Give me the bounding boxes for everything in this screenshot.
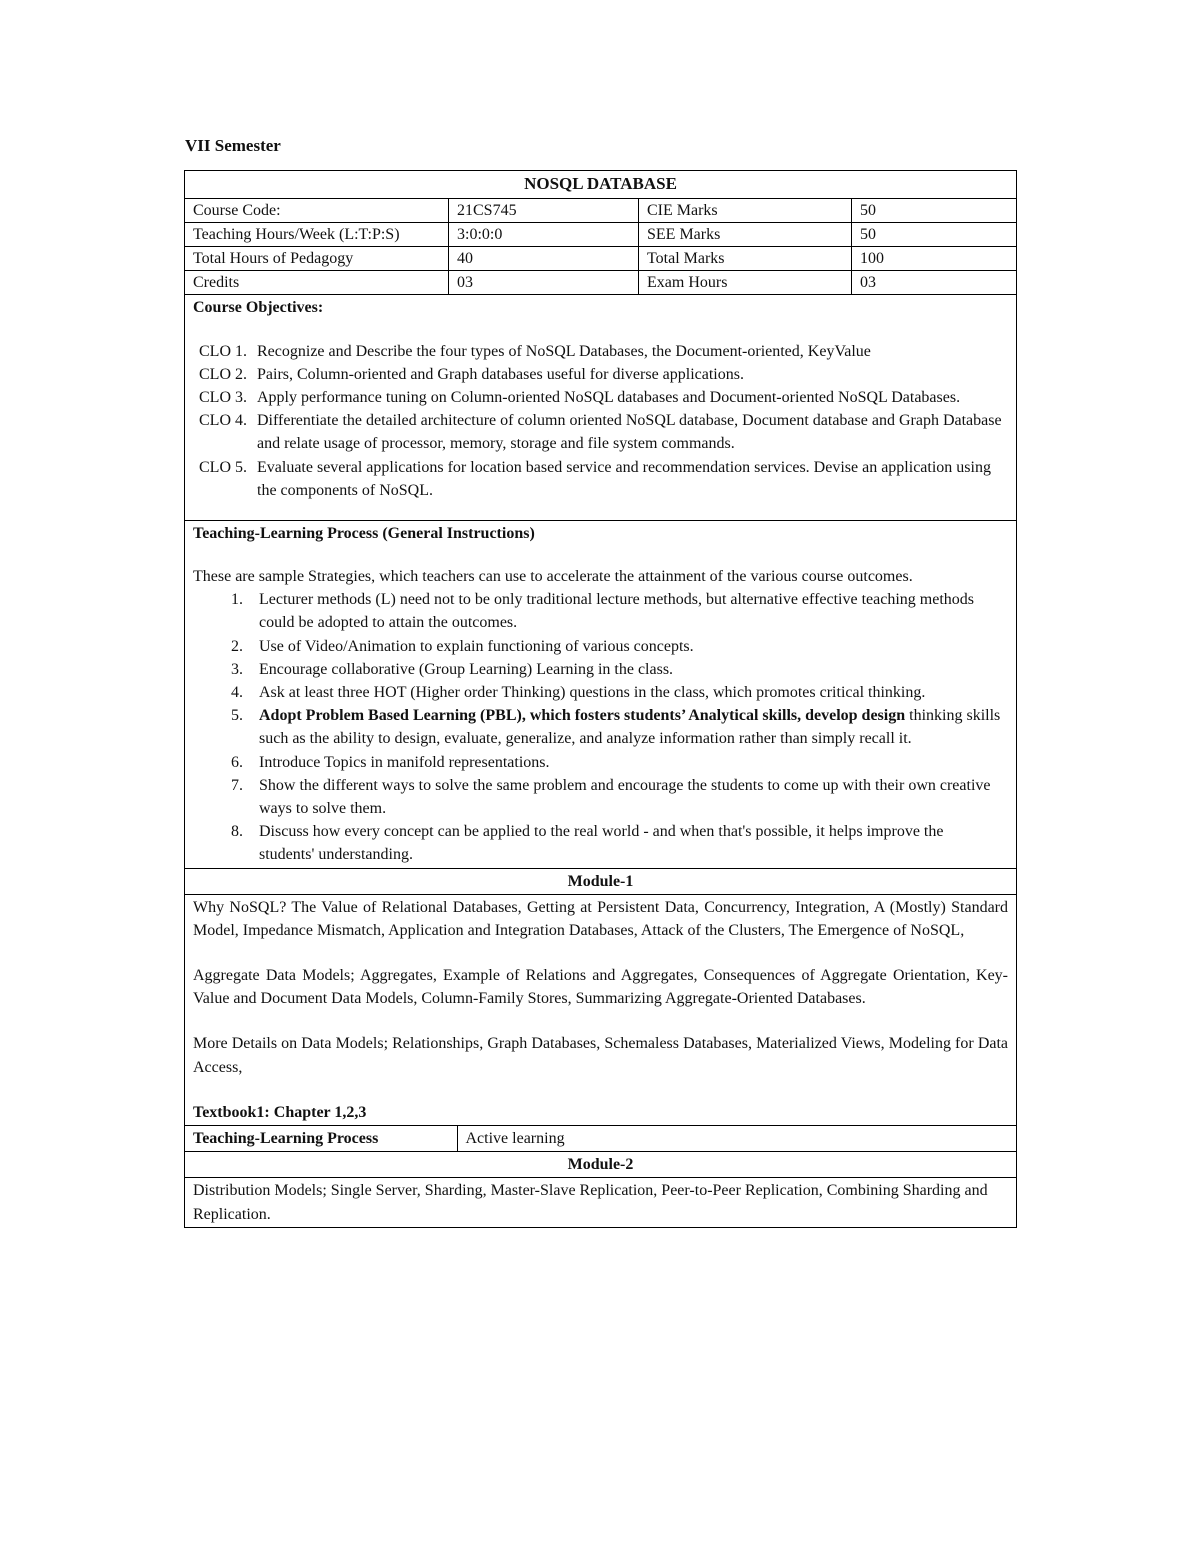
teaching-learning-list xyxy=(193,588,1008,866)
module-1-content xyxy=(185,894,1017,1125)
module-1-tlp-table xyxy=(185,1126,1016,1151)
module-1-textbook: Textbook1: Chapter 1,2,3 xyxy=(193,1103,367,1121)
clo-text: Recognize and Describe the four types of NoSQL Databases, the Document-oriented, KeyValue xyxy=(257,342,871,360)
info-value: 03 xyxy=(852,271,1017,295)
list-number: 8. xyxy=(231,823,243,841)
info-label: Teaching Hours/Week (L:T:P:S) xyxy=(185,222,449,246)
list-text: Encourage collaborative (Group Learning) Learning in the class. xyxy=(259,660,674,678)
clo-text: Pairs, Column-oriented and Graph databases useful for diverse applications. xyxy=(257,365,744,383)
list-item xyxy=(193,363,1008,386)
syllabus-table xyxy=(184,170,1017,1228)
module-2-title: Module-2 xyxy=(185,1152,1017,1178)
info-label: CIE Marks xyxy=(639,198,852,222)
info-value: 40 xyxy=(449,247,639,271)
info-row-course-code xyxy=(185,198,1017,222)
list-item xyxy=(193,704,1008,750)
module-1-paragraph: Aggregate Data Models; Aggregates, Example of Relations and Aggregates, Consequences of Aggregate Orientation, Key-Value and Document Data Models, Column-Family Stores, Summarizing Aggregate-Oriented Databases. xyxy=(193,967,1009,1008)
info-label: Total Hours of Pedagogy xyxy=(185,247,449,271)
info-value: 50 xyxy=(852,222,1017,246)
list-number: 6. xyxy=(231,753,243,771)
info-value: 50 xyxy=(852,198,1017,222)
module-1-title: Module-1 xyxy=(185,868,1017,894)
module-1-paragraph: Why NoSQL? The Value of Relational Databases, Getting at Persistent Data, Concurrency, Integration, A (Mostly) Standard Model, Impedance Mismatch, Application and Integration Databases, Attack of the Clusters, The Emergence of NoSQL, xyxy=(193,898,1009,939)
list-text: Lecturer methods (L) need not to be only traditional lecture methods, but alternative effective teaching methods could be adopted to attain the outcomes. xyxy=(259,591,975,632)
teaching-learning-intro: These are sample Strategies, which teachers can use to accelerate the attainment of the various course outcomes. xyxy=(193,568,913,586)
clo-code: CLO 2. xyxy=(199,365,247,383)
list-text: Show the different ways to solve the same problem and encourage the students to come up with their own creative ways to solve them. xyxy=(259,776,991,817)
module-1-tlp-row xyxy=(185,1126,1017,1152)
list-text: Introduce Topics in manifold representations. xyxy=(259,753,550,771)
list-item xyxy=(193,658,1008,681)
list-number: 2. xyxy=(231,637,243,655)
list-text-bold: Adopt Problem Based Learning (PBL), which fosters students’ Analytical skills, develop design xyxy=(259,707,906,725)
list-item xyxy=(193,820,1008,866)
tlp-label: Teaching-Learning Process xyxy=(185,1126,457,1151)
info-value: 21CS745 xyxy=(449,198,639,222)
info-label: Credits xyxy=(185,271,449,295)
list-item xyxy=(193,751,1008,774)
teaching-learning-heading: Teaching-Learning Process (General Instructions) xyxy=(193,524,535,542)
info-row-credits xyxy=(185,271,1017,295)
clo-text: Differentiate the detailed architecture of column oriented NoSQL database, Document database and Graph Database and relate usage of processor, memory, storage and file system commands. xyxy=(257,412,1002,453)
list-number: 1. xyxy=(231,591,243,609)
list-item xyxy=(193,456,1008,502)
info-label: Total Marks xyxy=(639,247,852,271)
semester-label: VII Semester xyxy=(185,136,281,155)
list-item xyxy=(193,774,1008,820)
list-number: 3. xyxy=(231,660,243,678)
list-number: 7. xyxy=(231,776,243,794)
list-text: Discuss how every concept can be applied to the real world - and when that's possible, it helps improve the students' understanding. xyxy=(259,823,944,864)
teaching-learning-cell xyxy=(185,520,1017,868)
info-label: Exam Hours xyxy=(639,271,852,295)
list-item xyxy=(193,340,1008,363)
list-item xyxy=(193,588,1008,634)
info-value: 3:0:0:0 xyxy=(449,222,639,246)
clo-list xyxy=(193,340,1008,502)
module-1-paragraph: More Details on Data Models; Relationships, Graph Databases, Schemaless Databases, Materialized Views, Modeling for Data Access, xyxy=(193,1035,1009,1076)
tlp-value: Active learning xyxy=(465,1130,565,1148)
clo-text: Evaluate several applications for location based service and recommendation services. Devise an application using the components of NoSQL. xyxy=(257,458,991,499)
clo-code: CLO 5. xyxy=(199,458,247,476)
list-text: thinking skills such as the ability to design, evaluate, generalize, and analyze information rather than simply recall it. xyxy=(259,707,1001,748)
clo-code: CLO 1. xyxy=(199,342,247,360)
list-item xyxy=(193,386,1008,409)
list-text: Ask at least three HOT (Higher order Thinking) questions in the class, which promotes critical thinking. xyxy=(259,684,926,702)
list-text: Use of Video/Animation to explain functioning of various concepts. xyxy=(259,637,694,655)
module-2-content: Distribution Models; Single Server, Sharding, Master-Slave Replication, Peer-to-Peer Replication, Combining Sharding and Replication. xyxy=(185,1178,1017,1227)
list-number: 5. xyxy=(231,707,243,725)
list-number: 4. xyxy=(231,684,243,702)
list-item xyxy=(193,681,1008,704)
clo-code: CLO 3. xyxy=(199,388,247,406)
info-row-teaching-hours xyxy=(185,222,1017,246)
info-value: 100 xyxy=(852,247,1017,271)
course-objectives-cell xyxy=(185,295,1017,521)
info-label: SEE Marks xyxy=(639,222,852,246)
course-objectives-heading: Course Objectives: xyxy=(193,299,324,317)
info-row-total-hours xyxy=(185,247,1017,271)
list-item xyxy=(193,409,1008,455)
info-label: Course Code: xyxy=(185,198,449,222)
list-item xyxy=(193,635,1008,658)
info-value: 03 xyxy=(449,271,639,295)
course-title: NOSQL DATABASE xyxy=(185,171,1017,199)
clo-code: CLO 4. xyxy=(199,412,247,430)
clo-text: Apply performance tuning on Column-oriented NoSQL databases and Document-oriented NoSQL Databases. xyxy=(257,388,961,406)
